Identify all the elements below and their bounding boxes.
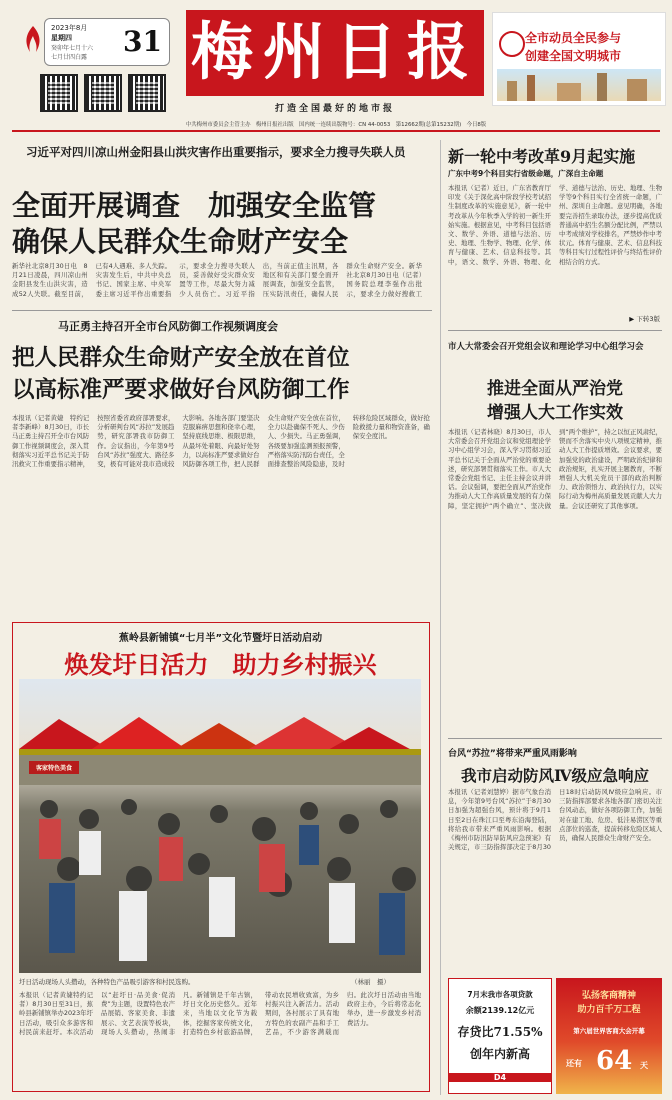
exam-headline[interactable]: 新一轮中考改革9月起实施 — [448, 147, 636, 166]
typhoon-story[interactable] — [12, 314, 432, 614]
exam-continued-label: 下转3版 — [636, 315, 660, 323]
lead-kicker: 习近平对四川凉山州金阳县山洪灾害作出重要指示，要求全力搜寻失联人员 — [26, 145, 406, 159]
storm-kicker: 台风“苏拉”将带来严重风雨影响 — [448, 749, 577, 759]
divider-exam — [448, 330, 662, 331]
exam-subhead: 广东中考9个科目实行省级命题，广深自主命题 — [448, 169, 604, 178]
loans-ad-box[interactable] — [448, 978, 552, 1094]
lead-headline-2[interactable]: 确保人民群众生命财产安全 — [12, 225, 349, 258]
exam-continued[interactable] — [629, 314, 660, 323]
lead-story[interactable] — [12, 140, 432, 300]
merchants-line-3: 第六届世界客商大会开幕 — [573, 1027, 645, 1035]
divider-npc — [448, 738, 662, 739]
date-box — [44, 18, 170, 66]
merchants-line-1: 弘扬客商精神 — [581, 991, 636, 1001]
lead-body: 新华社北京8月30日电 8月21日凌晨，四川凉山州金阳县发生山洪灾害，造成52人失联。截至目前，已有4人遇难、多人失踪。灾害发生后，中共中央总书记、国家主席、中央军委主席习近平作出重要指示，要求全力搜寻失联人员，妥善做好受灾群众安置等工作，尽最大努力减少人员伤亡。习近平指出，当前正值主汛期，各地区和有关部门要全面开展调查，加强安全监管，压实防汛责任，确保人民群众生命财产安全。新华社北京8月30日电（记者）国务院总理李强作出批示，要求全力做好搜救工 — [12, 262, 422, 298]
column-separator — [440, 140, 441, 1095]
merchants-promo-box[interactable] — [556, 978, 662, 1094]
newspaper-logo-icon — [22, 24, 44, 54]
publication-info-bar: 中共梅州市委员会主管主办 梅州日报社出版 国内统一连续出版物号：CN 44-0053 第12662期(总第15232期) 今日8版 — [185, 122, 487, 128]
market-photo[interactable] — [19, 679, 421, 973]
civilization-promo — [492, 12, 666, 106]
npc-story[interactable] — [448, 336, 662, 736]
npc-headline-1[interactable]: 推进全面从严治党 — [487, 379, 623, 399]
solar-term: 七月廿四白露 — [51, 54, 88, 61]
loans-line-3: 存贷比71.55% — [457, 1025, 543, 1039]
slogan: 打造全国最好的地市报 — [274, 104, 395, 114]
market-kicker: 蕉岭县新铺镇“七月半”文化节暨圩日活动启动 — [118, 633, 323, 644]
photo-credit: （林丽 摄） — [351, 978, 390, 986]
npc-headline-2[interactable]: 增强人大工作实效 — [487, 403, 623, 423]
masthead-divider — [12, 130, 660, 132]
storm-body: 本报讯（记者刘慧婷）据市气象台消息，今年第9号台风“苏拉”于8月30日加强为超强台风，预计将于9月1日至2日在珠江口至粤东沿海登陆，将给我市带来严重风雨影响。根据《梅州市防汛防旱防风应急预案》有关规定，市三防指挥部决定于8月30日18时启动防风Ⅳ级应急响应。市三防指挥部要求各地各部门密切关注台风动态，做好各项防御工作，加强对在建工地、危房、低洼易涝区等重点部位的巡查，提前转移危险区域人员，确保人民群众生命财产安全。 — [448, 788, 662, 852]
lead-headline-1[interactable]: 全面开展调查 加强安全监管 — [12, 189, 377, 222]
market-headline[interactable]: 焕发圩日活力 助力乡村振兴 — [64, 650, 377, 679]
weekday: 星期四 — [51, 34, 72, 42]
exam-body: 本报讯（记者）近日，广东省教育厅印发《关于深化高中阶段学校考试招生制度改革的实施意见》，新一轮中考改革从今年秋季入学的初一新生开始实施。根据意见，中考科目包括语文、数学、外语、道德与法治、历史、地理、生物学、物理、化学、体育与健康、艺术、信息科技等。其中，语文、数学、外语、物理、化学、道德与法治、历史、地理、生物学等9个科目实行全省统一命题，广州、深圳自主命题。意见明确，各地要完善招生录取办法，逐步提高优质普通高中招生名额分配比例，严禁以中考成绩对学校排名，严禁炒作中考状元。体育与健康、艺术、信息科技等科目实行过程性评价与终结性评价相结合的方式。 — [448, 184, 662, 266]
qr-code-3[interactable] — [128, 74, 166, 112]
typhoon-headline-1[interactable]: 把人民群众生命财产安全放在首位 — [12, 345, 350, 371]
day-number: 31 — [123, 25, 162, 58]
loans-line-4: 创年内新高 — [469, 1047, 530, 1061]
typhoon-body: 本报讯（记者黄婕 特约记者李新峰）8月30日，市长马正勇主持召开全市台风防御工作视频调度会，深入贯彻落实习近平总书记关于防汛救灾工作重要指示精神，按照省委省政府部署要求，分析研判台风“苏拉”发展趋势，研究部署我市防御工作。会议指出，今年第9号台风“苏拉”强度大、路径多变，极有可能对我市造成较大影响。各地各部门要坚决克服麻痹思想和侥幸心理，坚持底线思维、极限思维，从最坏处着眼、向最好处努力，以高标准严要求做好台风防御各项工作，把人民群众生命财产安全放在首位，全力以赴确保不死人、少伤人、少损失。马正勇强调，各级要加强监测预报预警，严格落实防汛防台责任，全面排查整治风险隐患，及时转移危险区域群众，做好抢险救援力量和物资准备，确保安全度汛。 — [12, 414, 430, 469]
loans-page-ref[interactable]: D4 — [449, 1073, 551, 1082]
npc-kicker: 市人大常委会召开党组会议和理论学习中心组学习会 — [448, 342, 644, 352]
stall-sign: 客家特色美食 — [29, 761, 79, 774]
lunar-date: 癸卯年七月十六 — [51, 45, 94, 52]
loans-line-1: 7月末我市各项贷款 — [467, 990, 533, 999]
storm-headline[interactable]: 我市启动防风Ⅳ级应急响应 — [460, 766, 650, 785]
triangle-right-icon: ▶ — [629, 315, 635, 323]
civilization-logo-icon — [499, 31, 525, 57]
storm-story[interactable] — [448, 742, 662, 972]
date-year-month: 2023年8月 — [51, 24, 88, 32]
exam-story[interactable] — [448, 140, 662, 326]
title-banner — [186, 10, 484, 96]
merchants-line-2: 助力百千万工程 — [577, 1005, 641, 1015]
qr-code-1[interactable] — [40, 74, 78, 112]
masthead — [0, 0, 672, 128]
photo-caption: 圩日活动现场人头攒动，各种特色产品吸引游客和村民选购。 — [19, 978, 195, 986]
merchants-days-count: 64 — [596, 1046, 633, 1076]
loans-line-2: 余额2139.12亿元 — [465, 1006, 535, 1015]
city-skyline-image — [497, 69, 661, 101]
promo-line-2: 创建全国文明城市 — [525, 49, 622, 63]
npc-body: 本报讯（记者林晓）8月30日，市人大常委会召开党组会议和党组理论学习中心组学习会，深入学习贯彻习近平总书记关于全面从严治党的重要论述，研究部署贯彻落实工作。市人大常委会党组书记、主任主持会议并讲话。会议强调，要把全面从严治党作为推动人大工作高质量发展的有力保障，坚定拥护“两个确立”、坚决做到“两个维护”，持之以恒正风肃纪，锲而不舍落实中央八项规定精神，推动人大工作提质增效。会议要求，要加强党的政治建设，严明政治纪律和政治规矩，扎实开展主题教育，不断增强人大机关党员干部的政治判断力、政治领悟力、政治执行力，以实际行动为梅州高质量发展贡献人大力量。会议还研究了其他事项。 — [448, 428, 662, 510]
newspaper-title: 梅州日报 — [190, 15, 479, 88]
market-body: 本报讯（记者黄婕特约记者）8月30日至31日，蕉岭县新铺镇举办2023年圩日活动，吸引众多游客和村民前来赶圩。本次活动以“赶圩日·品美食·促消费”为主题，设置特色农产品展销、客家美食、非遗展示、文艺表演等板块，现场人头攒动，热闹非凡。新铺镇是千年古镇，圩日文化历史悠久。近年来，当地以文化节为载体，挖掘客家传统文化，打造特色乡村旅游品牌，带动农民增收致富，为乡村振兴注入新活力。活动期间，各村展示了具有地方特色的农副产品和手工艺品，不少游客满载而归。此次圩日活动由当地政府主办，今后将常态化举办，进一步激发乡村消费活力。 — [19, 991, 421, 1036]
divider-lead — [12, 310, 432, 311]
typhoon-headline-2[interactable]: 以高标准严要求做好台风防御工作 — [12, 377, 350, 403]
typhoon-kicker: 马正勇主持召开全市台风防御工作视频调度会 — [58, 320, 278, 333]
qr-code-2[interactable] — [84, 74, 122, 112]
market-story-box[interactable] — [12, 622, 430, 1092]
merchants-days-prefix: 还有 — [566, 1059, 582, 1068]
merchants-days-unit: 天 — [640, 1061, 648, 1070]
promo-line-1: 全市动员全民参与 — [525, 31, 622, 45]
